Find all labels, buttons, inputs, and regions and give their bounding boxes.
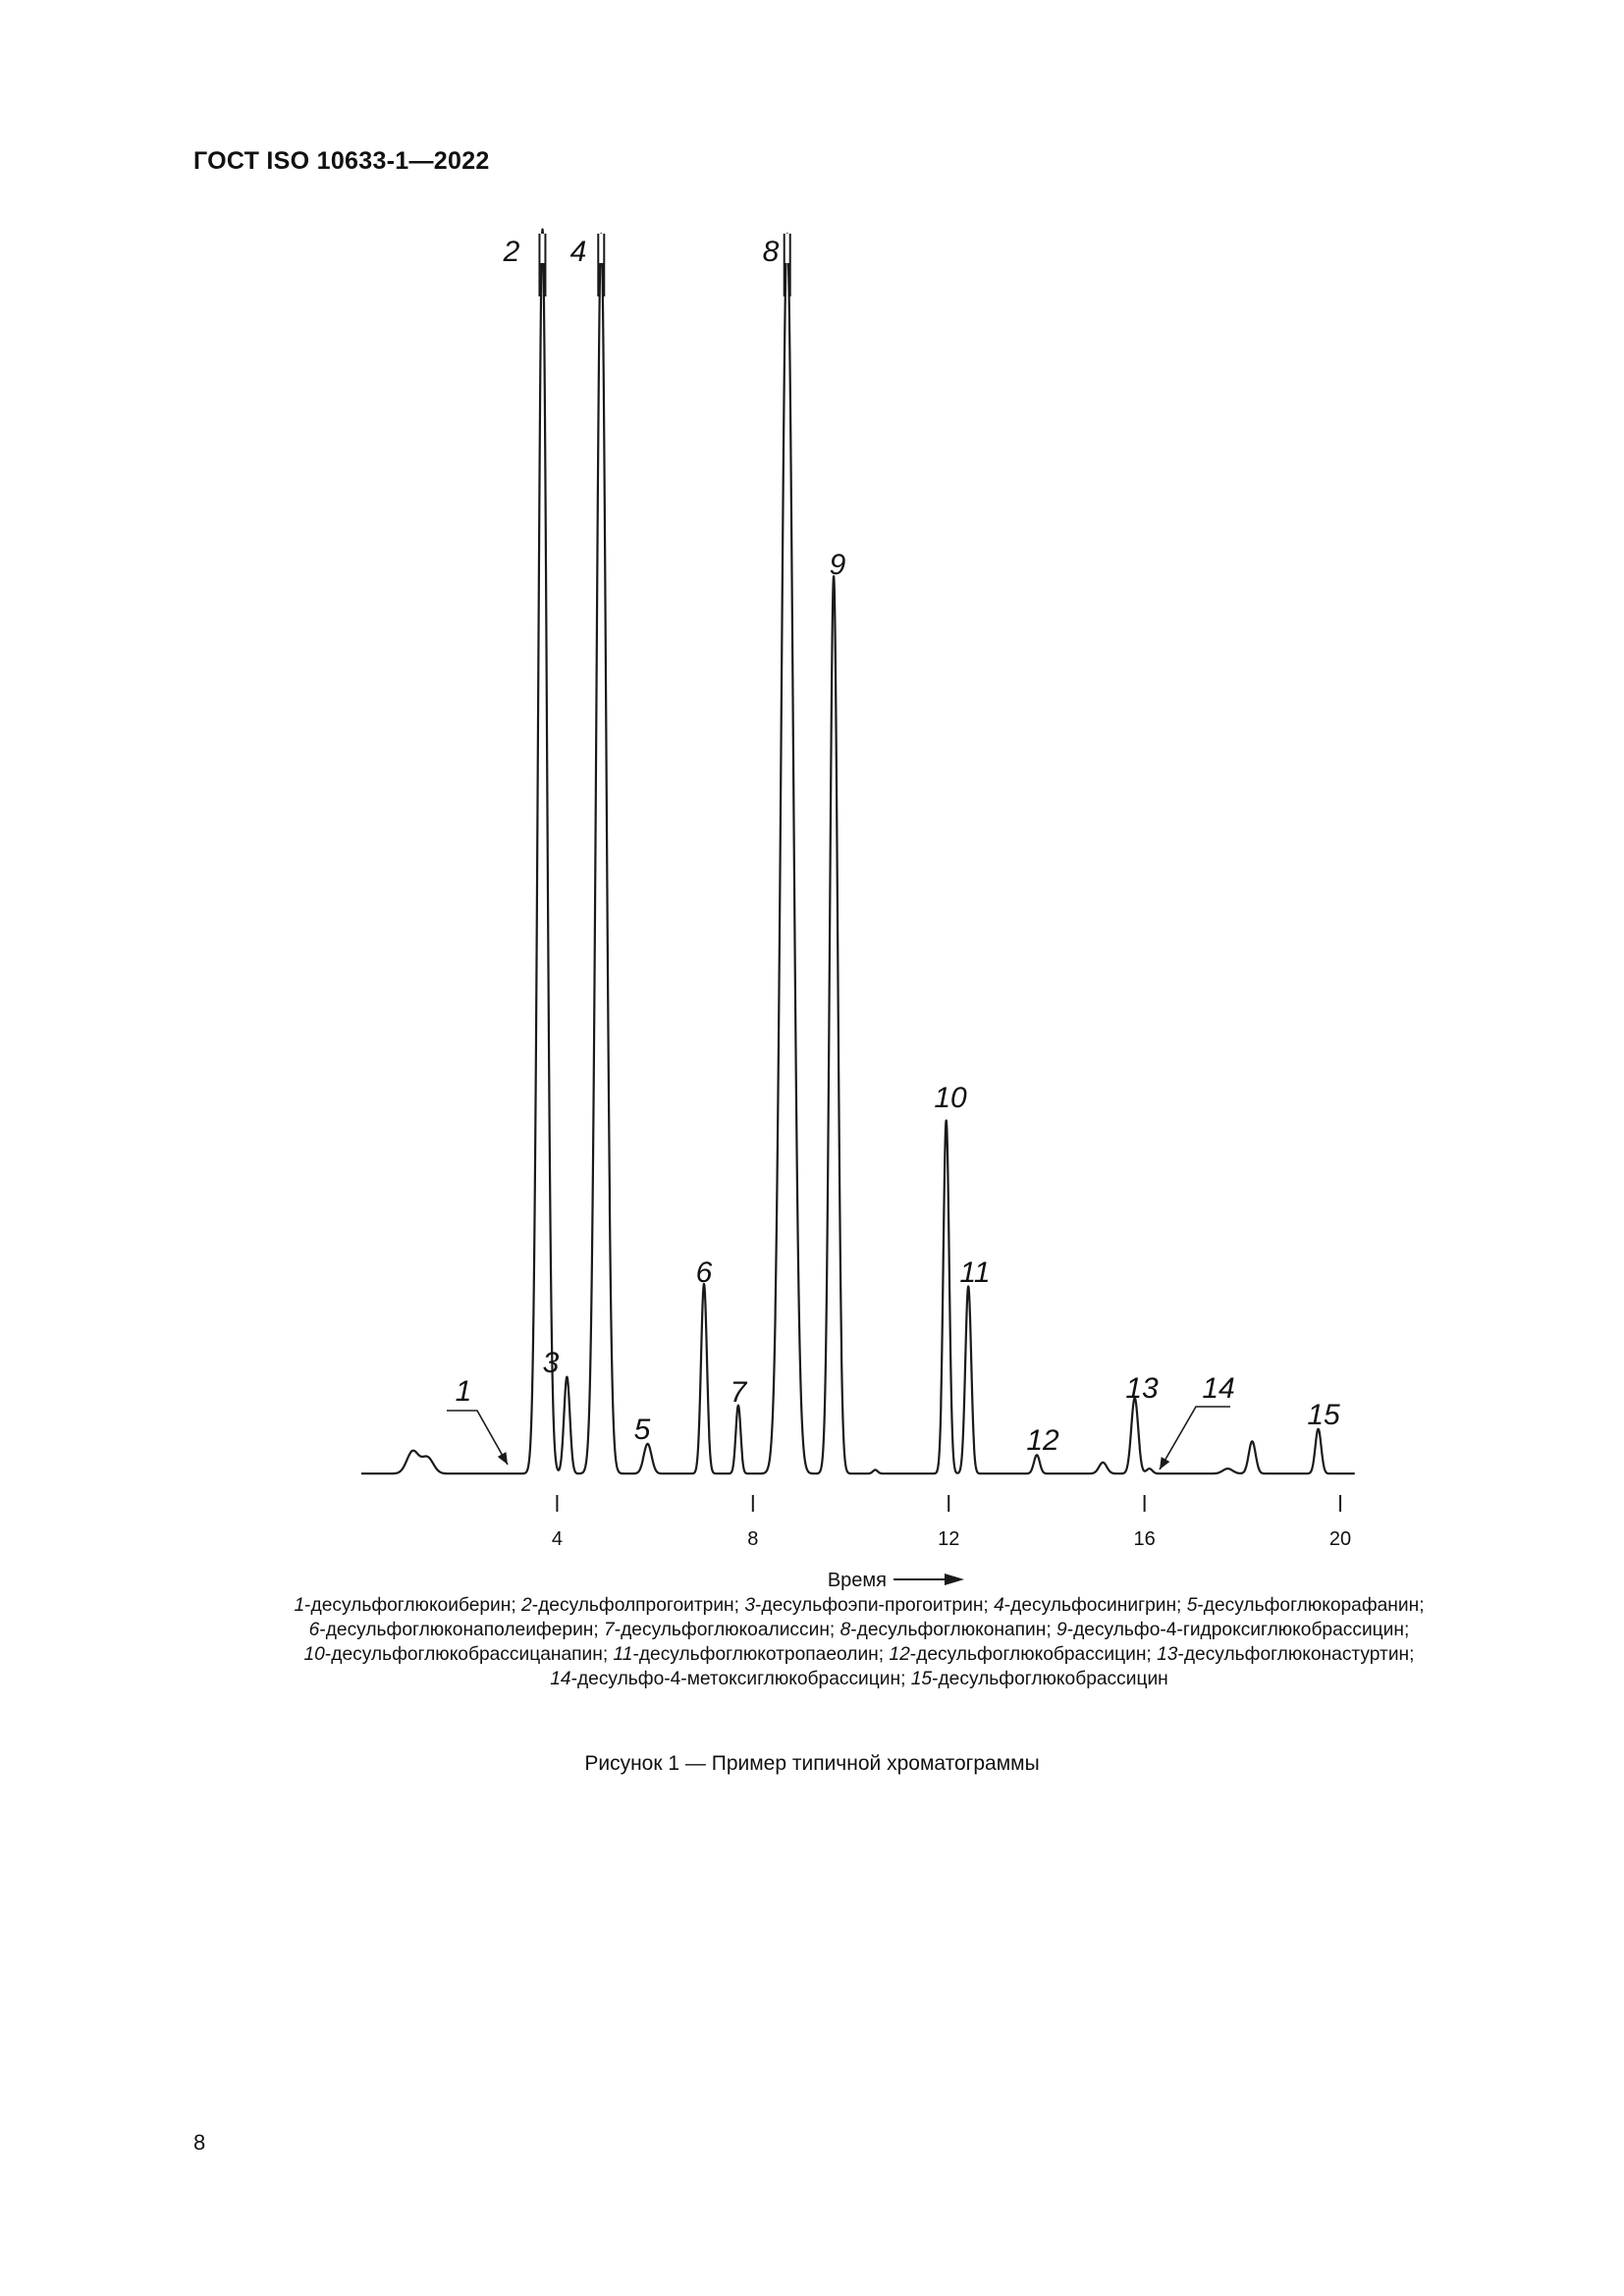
- legend-compound-name: -десульфоглюкоалиссин;: [614, 1620, 840, 1640]
- peak-14-pointer-arrow-icon-head: [1160, 1457, 1169, 1469]
- peak-label: 11: [959, 1256, 991, 1289]
- legend-peak-number: 12: [889, 1644, 910, 1665]
- document-header: ГОСТ ISO 10633-1—2022: [193, 147, 490, 175]
- peak-label: 7: [730, 1376, 747, 1409]
- peak-label: 12: [1026, 1424, 1059, 1457]
- legend-compound-name: -десульфоглюконапин;: [850, 1620, 1057, 1640]
- legend-peak-number: 15: [910, 1669, 933, 1689]
- peak-label: 1: [455, 1375, 472, 1408]
- x-axis-label: Время: [827, 1570, 887, 1591]
- legend-compound-name: -десульфоглюкорафанин;: [1197, 1595, 1425, 1616]
- legend-compound-name: -десульфоглюконаполеиферин;: [319, 1620, 605, 1640]
- legend-line: [193, 1593, 1525, 1618]
- peak-label: 9: [829, 549, 846, 581]
- legend-compound-name: -десульфолпрогоитрин;: [531, 1595, 745, 1616]
- legend-compound-name: -десульфоглюкобрассицин: [932, 1669, 1168, 1689]
- legend-compound-name: -десульфосинигрин;: [1003, 1595, 1187, 1616]
- legend-peak-number: 2: [521, 1595, 532, 1616]
- legend-compound-name: -десульфоглюконастуртин;: [1177, 1644, 1415, 1665]
- peak-legend: [193, 1593, 1525, 1691]
- legend-peak-number: 3: [744, 1595, 755, 1616]
- x-axis-tick-label: 20: [1328, 1528, 1352, 1550]
- peak-label: 5: [633, 1414, 651, 1446]
- legend-peak-number: 5: [1186, 1595, 1198, 1616]
- legend-peak-number: 9: [1056, 1620, 1067, 1640]
- time-arrow-head-icon: [945, 1574, 964, 1585]
- legend-peak-number: 1: [294, 1595, 305, 1616]
- peak-label: 6: [695, 1256, 713, 1289]
- legend-line: [193, 1642, 1525, 1667]
- peak-label: 13: [1125, 1372, 1159, 1405]
- legend-compound-name: -десульфо-4-метоксиглюкобрассицин;: [570, 1669, 911, 1689]
- legend-compound-name: -десульфоглюкотропаеолин;: [632, 1644, 890, 1665]
- peak-label: 14: [1202, 1372, 1235, 1405]
- peak-label: 2: [503, 236, 520, 268]
- peak-14-pointer-arrow-icon: [1160, 1407, 1230, 1469]
- legend-compound-name: -десульфоглюкоиберин;: [304, 1595, 522, 1616]
- peak-1-pointer-arrow-icon-head: [498, 1452, 508, 1465]
- x-axis-tick-label: 12: [938, 1528, 960, 1550]
- legend-peak-number: 4: [994, 1595, 1004, 1616]
- legend-peak-number: 7: [604, 1620, 615, 1640]
- legend-compound-name: -десульфо-4-гидроксиглюкобрассицин;: [1066, 1620, 1410, 1640]
- figure-caption: Рисунок 1 — Пример типичной хроматограммы: [584, 1752, 1040, 1775]
- peak-label: 4: [569, 236, 587, 268]
- legend-compound-name: -десульфоглюкобрассицанапин;: [324, 1644, 614, 1665]
- x-axis-tick-label: 8: [747, 1528, 759, 1550]
- legend-peak-number: 8: [839, 1620, 851, 1640]
- legend-compound-name: -десульфоглюкобрассицин;: [909, 1644, 1158, 1665]
- legend-peak-number: 10: [303, 1644, 325, 1665]
- peak-label: 15: [1307, 1399, 1340, 1431]
- page-number: 8: [193, 2130, 206, 2155]
- legend-line: [193, 1667, 1525, 1691]
- chromatogram-trace: [361, 230, 1355, 1474]
- x-axis-tick-label: 16: [1133, 1528, 1156, 1550]
- legend-peak-number: 13: [1157, 1644, 1178, 1665]
- x-axis-tick-label: 4: [551, 1528, 563, 1550]
- legend-peak-number: 6: [308, 1620, 320, 1640]
- peak-label: 10: [934, 1082, 967, 1114]
- legend-peak-number: 14: [550, 1669, 571, 1689]
- legend-peak-number: 11: [613, 1644, 633, 1665]
- peak-label: 3: [542, 1347, 560, 1379]
- legend-line: [193, 1618, 1525, 1642]
- legend-compound-name: -десульфоэпи-прогоитрин;: [754, 1595, 995, 1616]
- peak-label: 8: [762, 236, 780, 268]
